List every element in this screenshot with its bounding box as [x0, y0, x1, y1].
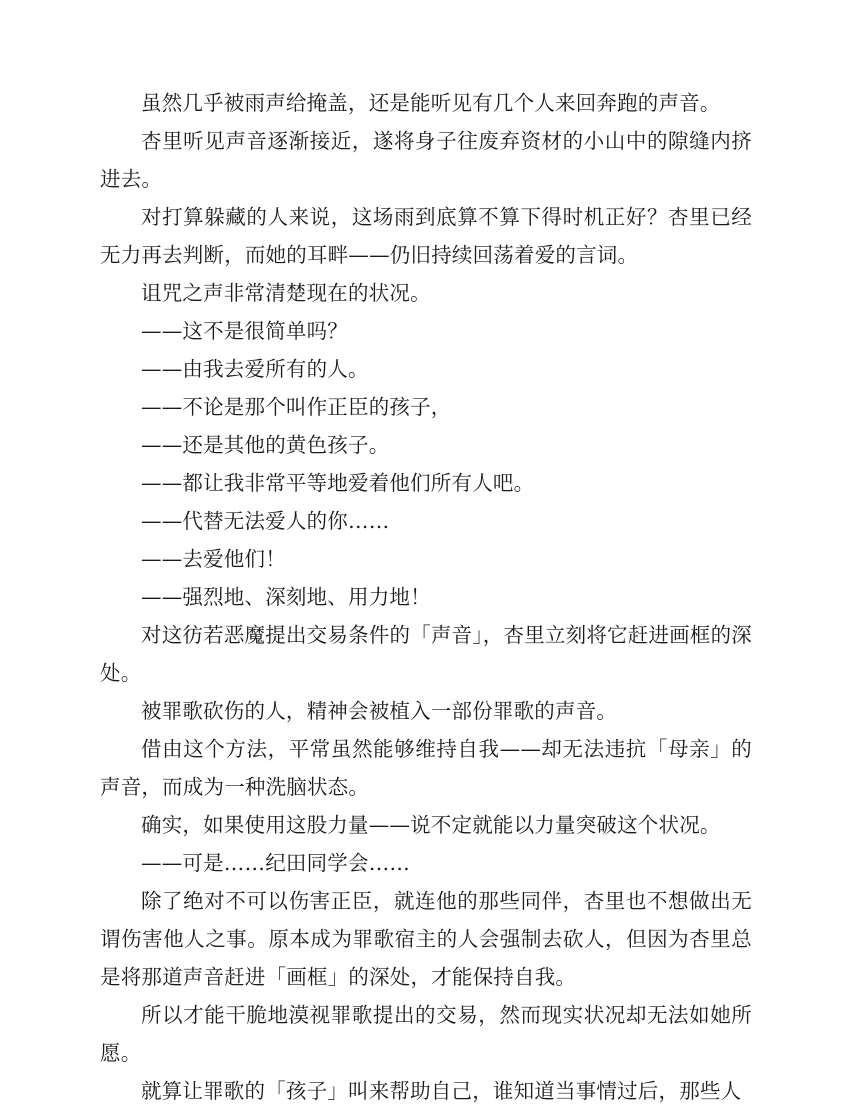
paragraph: 就算让罪歌的「孩子」叫来帮助自己，谁知道当事情过后，那些人 — [141, 1079, 742, 1103]
paragraph: 确实，如果使用这股力量——说不定就能以力量突破这个状况。 — [141, 813, 721, 837]
dialogue-line: ——去爱他们！ — [141, 547, 286, 571]
dialogue-line: ——这不是很简单吗？ — [141, 319, 348, 343]
dialogue-line: ——由我去爱所有的人。 — [141, 357, 369, 381]
paragraph: 除了绝对不可以伤害正臣，就连他的那些同伴，杏里也不想做出无谓伤害他人之事。原本成为罪歌宿主的人会强制去砍人，但因为杏里总是将那道声音赶进「画框」的深处，才能保持自我。 — [100, 889, 752, 989]
paragraph: 对打算躲藏的人来说，这场雨到底算不算下得时机正好？杏里已经无力再去判断，而她的耳畔——仍旧持续回荡着爱的言词。 — [100, 205, 752, 267]
dialogue-line: ——可是……纪田同学会…… — [141, 851, 411, 875]
dialogue-line: ——都让我非常平等地爱着他们所有人吧。 — [141, 471, 535, 495]
paragraph: 虽然几乎被雨声给掩盖，还是能听见有几个人来回奔跑的声音。 — [141, 91, 721, 115]
body-text-column — [100, 84, 752, 1110]
dialogue-line: ——代替无法爱人的你…… — [141, 509, 390, 533]
paragraph: 诅咒之声非常清楚现在的状况。 — [141, 281, 431, 305]
dialogue-line: ——不论是那个叫作正臣的孩子， — [141, 395, 452, 419]
dialogue-line: ——强烈地、深刻地、用力地！ — [141, 585, 431, 609]
paragraph: 杏里听见声音逐渐接近，遂将身子往废弃资材的小山中的隙缝内挤进去。 — [100, 129, 752, 191]
paragraph: 被罪歌砍伤的人，精神会被植入一部份罪歌的声音。 — [141, 699, 618, 723]
dialogue-line: ——还是其他的黄色孩子。 — [141, 433, 390, 457]
paragraph: 借由这个方法，平常虽然能够维持自我——却无法违抗「母亲」的声音，而成为一种洗脑状态。 — [100, 737, 752, 799]
paragraph: 对这彷若恶魔提出交易条件的「声音」，杏里立刻将它赶进画框的深处。 — [100, 623, 752, 685]
paragraph: 所以才能干脆地漠视罪歌提出的交易，然而现实状况却无法如她所愿。 — [100, 1003, 752, 1065]
